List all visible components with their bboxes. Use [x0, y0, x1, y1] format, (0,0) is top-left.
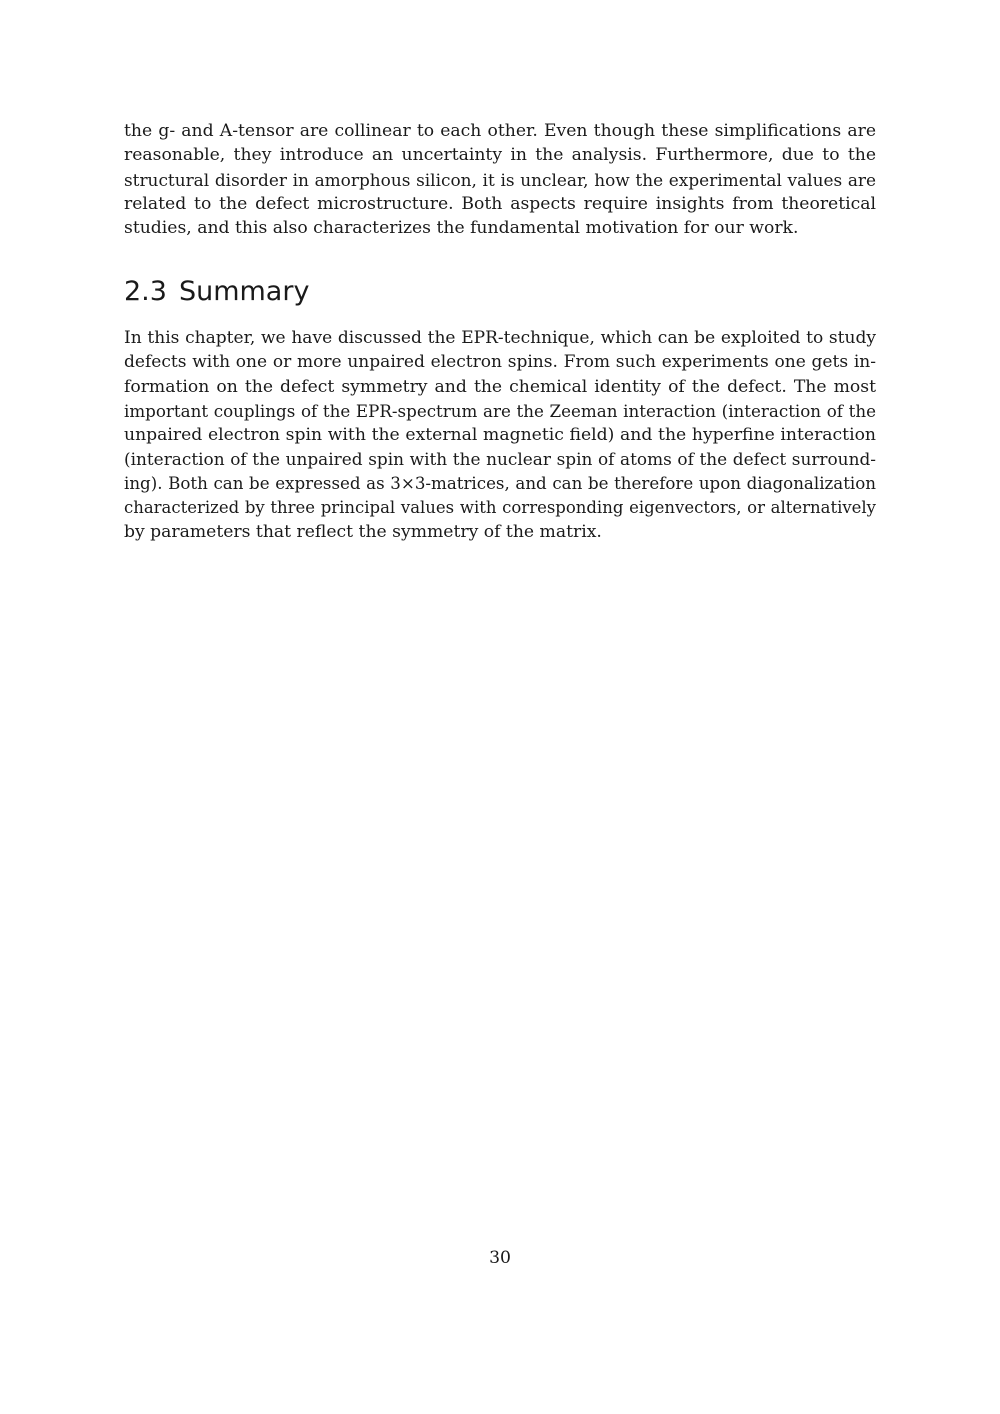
page-number: 30: [489, 1248, 511, 1268]
text-line: related to the defect microstructure. Both aspects require insights from theoretical: [124, 193, 876, 214]
paragraph-summary: [124, 326, 876, 545]
text-line: formation on the defect symmetry and the chemical identity of the defect. The most: [124, 376, 876, 397]
text-line: structural disorder in amorphous silicon, it is unclear, how the experimental values are: [124, 169, 876, 190]
text-line: reasonable, they introduce an uncertainty in the analysis. Furthermore, due to the: [124, 145, 876, 166]
text-line: by parameters that reflect the symmetry of the matrix.: [124, 522, 602, 543]
section-heading: [124, 274, 309, 310]
text-line: the g- and A-tensor are collinear to each other. Even though these simplifications are: [124, 121, 876, 141]
text-line: important couplings of the EPR-spectrum are the Zeeman interaction (interaction of the: [124, 400, 876, 421]
text-line: (interaction of the unpaired spin with the nuclear spin of atoms of the defect surround-: [124, 449, 876, 470]
section-title: Summary: [178, 276, 310, 307]
text-line: unpaired electron spin with the external magnetic field) and the hyperfine interaction: [124, 425, 876, 446]
text-line: ing). Both can be expressed as 3×3-matrices, and can be therefore upon diagonalization: [124, 473, 876, 493]
section-number: 2.3: [124, 276, 167, 307]
text-line: characterized by three principal values with corresponding eigenvectors, or alternatively: [124, 498, 876, 518]
paragraph-collinear-tensors: [124, 119, 876, 240]
text-line: studies, and this also characterizes the fundamental motivation for our work.: [124, 218, 799, 239]
text-line: In this chapter, we have discussed the EPR-technique, which can be exploited to study: [124, 328, 876, 348]
text-line: defects with one or more unpaired electron spins. From such experiments one gets in-: [124, 352, 876, 373]
